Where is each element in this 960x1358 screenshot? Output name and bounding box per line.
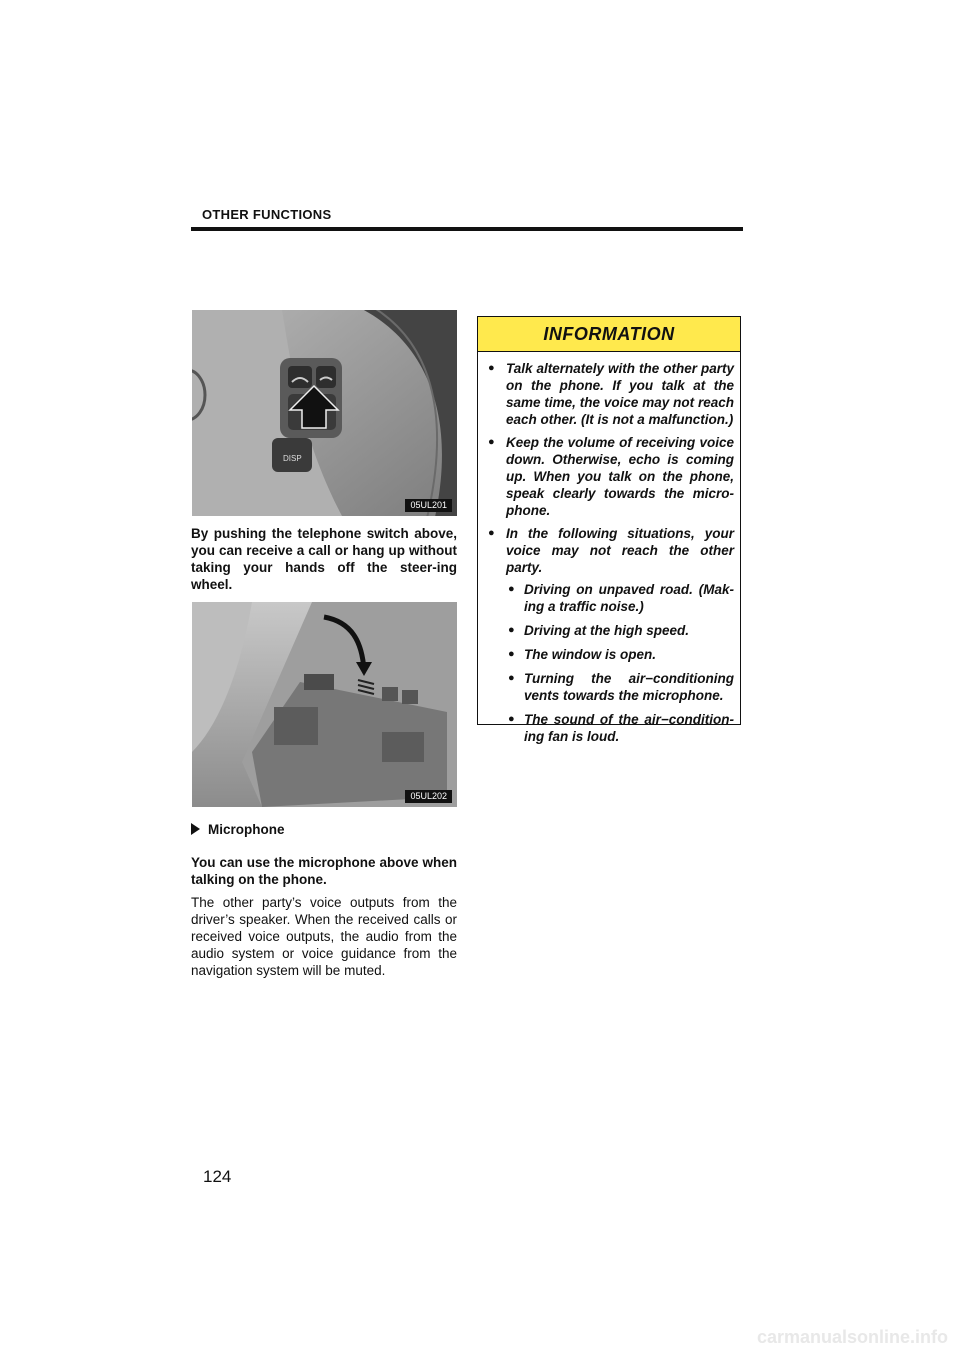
information-item: ● In the following situations, your voice may not reach the other party. ● Driving on unpaved road. (Mak-ing a traffic noise.) ● Driving at the high speed. ● The window is open. ● Turning the air−conditioning vents towards the microphone. ● The sound of the air−condition-ing fan is loud. xyxy=(486,525,734,745)
information-item: ● Talk alternately with the other party on the phone. If you talk at the same time, the voice may not reach each other. (It is not a malfunction.) xyxy=(486,360,734,428)
header-rule xyxy=(191,227,743,231)
information-subitem: ● The sound of the air−condition-ing fan is loud. xyxy=(506,711,734,745)
information-box xyxy=(477,316,741,744)
figure-code: 05UL201 xyxy=(405,499,452,512)
information-subitem: ● Driving at the high speed. xyxy=(506,622,734,639)
microphone-subheading: Microphone xyxy=(191,822,285,837)
information-title: INFORMATION xyxy=(478,317,740,352)
page-number: 124 xyxy=(203,1167,232,1186)
paragraph-microphone-use: You can use the microphone above when talking on the phone. xyxy=(191,855,457,887)
section-title: OTHER FUNCTIONS xyxy=(202,207,332,222)
watermark: carmanualsonline.info xyxy=(756,1327,948,1347)
triangle-bullet-icon xyxy=(191,823,200,835)
information-subitem: ● The window is open. xyxy=(506,646,734,663)
overhead-microphone-figure xyxy=(192,602,457,807)
svg-text:DISP: DISP xyxy=(283,454,302,463)
information-sublist xyxy=(506,581,734,745)
paragraph-telephone-switch: By pushing the telephone switch above, you can receive a call or hang up without taking your hands off the steer-ing wheel. xyxy=(191,526,457,592)
information-item: ● Keep the volume of receiving voice down. Otherwise, echo is coming up. When you talk on the phone, speak clearly towards the micro-phone. xyxy=(486,434,734,519)
information-list xyxy=(478,352,740,745)
information-subitem: ● Driving on unpaved road. (Mak-ing a traffic noise.) xyxy=(506,581,734,615)
steering-wheel-figure xyxy=(192,310,457,516)
information-subitem: ● Turning the air−conditioning vents towards the microphone. xyxy=(506,670,734,704)
paragraph-voice-output: The other party’s voice outputs from the driver’s speaker. When the received calls or received voice outputs, the audio from the audio system or voice guidance from the navigation system will be muted. xyxy=(191,895,457,978)
steering-wheel-illustration xyxy=(192,310,457,516)
overhead-console-illustration xyxy=(192,602,457,807)
figure-code: 05UL202 xyxy=(405,790,452,803)
